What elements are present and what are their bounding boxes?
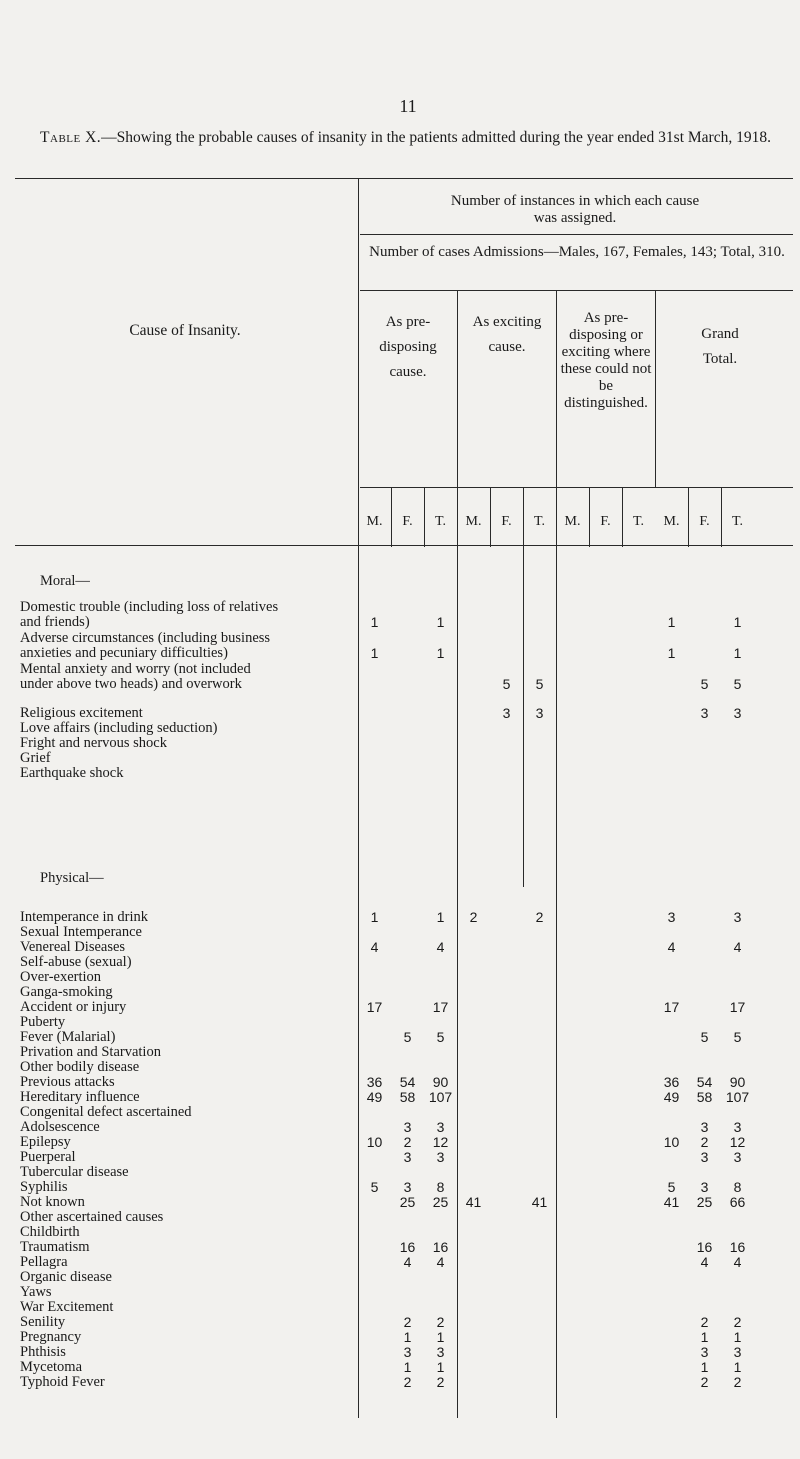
cell-total-t: 4 bbox=[733, 1254, 742, 1270]
cell-total-t: 1 bbox=[733, 1329, 742, 1345]
cell-total-m: 3 bbox=[667, 909, 676, 925]
cause-label: Intemperance in drink bbox=[20, 909, 149, 925]
cell-predisposing-m: 5 bbox=[370, 1179, 379, 1195]
group-header-undistinguished: As pre-disposing or exciting where these could not be distinguished. bbox=[560, 310, 652, 411]
cell-predisposing-f: 2 bbox=[403, 1374, 412, 1390]
cause-label: Self-abuse (sexual) bbox=[20, 954, 132, 970]
cause-label: Grief bbox=[20, 750, 51, 766]
cell-predisposing-t: 12 bbox=[432, 1134, 449, 1150]
cell-predisposing-f: 3 bbox=[403, 1179, 412, 1195]
col-header-exciting-t: T. bbox=[533, 514, 545, 529]
cause-label: Senility bbox=[20, 1314, 66, 1330]
group-header-predisposing: As pre-disposing cause. bbox=[379, 314, 437, 380]
rule-under-top-header bbox=[360, 234, 793, 235]
cause-label: Typhoid Fever bbox=[20, 1374, 105, 1390]
cause-label: Privation and Starvation bbox=[20, 1044, 161, 1060]
cause-label: Puberty bbox=[20, 1014, 66, 1030]
cell-total-m: 1 bbox=[667, 645, 676, 661]
cell-total-m: 17 bbox=[663, 999, 680, 1015]
cell-total-f: 3 bbox=[700, 1344, 709, 1360]
rule-group-2 bbox=[457, 290, 458, 1418]
cell-total-t: 3 bbox=[733, 1344, 742, 1360]
cell-exciting-t: 5 bbox=[535, 676, 544, 692]
rule-under-admissions bbox=[360, 290, 793, 291]
cell-predisposing-t: 107 bbox=[428, 1089, 453, 1105]
cell-total-f: 5 bbox=[700, 1029, 709, 1045]
header-number-of-instances: Number of instances in which each cause was assigned. bbox=[450, 193, 700, 226]
cell-total-t: 1 bbox=[733, 645, 742, 661]
cell-total-t: 8 bbox=[733, 1179, 742, 1195]
cause-label: Over-exertion bbox=[20, 969, 102, 985]
col-header-undist-f: F. bbox=[600, 514, 611, 529]
cell-predisposing-t: 8 bbox=[436, 1179, 445, 1195]
cause-label: Congenital defect ascertained bbox=[20, 1104, 192, 1120]
col-header-exciting-f: F. bbox=[501, 514, 512, 529]
cell-predisposing-f: 3 bbox=[403, 1149, 412, 1165]
cause-label: Other bodily disease bbox=[20, 1059, 140, 1075]
col-header-predisposing-m: M. bbox=[366, 514, 383, 529]
cell-predisposing-t: 3 bbox=[436, 1344, 445, 1360]
cell-predisposing-f: 58 bbox=[399, 1089, 416, 1105]
cell-total-f: 3 bbox=[700, 705, 709, 721]
group-header-grand-total: Grand Total. bbox=[701, 326, 739, 367]
cell-total-t: 4 bbox=[733, 939, 742, 955]
cell-predisposing-m: 1 bbox=[370, 645, 379, 661]
cell-total-f: 5 bbox=[700, 676, 709, 692]
cell-predisposing-f: 1 bbox=[403, 1359, 412, 1375]
cause-label: Phthisis bbox=[20, 1344, 66, 1360]
cause-label: Traumatism bbox=[20, 1239, 90, 1255]
cell-predisposing-f: 5 bbox=[403, 1029, 412, 1045]
cell-predisposing-f: 25 bbox=[399, 1194, 416, 1210]
cell-total-f: 2 bbox=[700, 1134, 709, 1150]
cell-predisposing-f: 3 bbox=[403, 1119, 412, 1135]
section-moral: Moral— bbox=[40, 573, 90, 589]
cell-exciting-m: 2 bbox=[469, 909, 478, 925]
cell-predisposing-m: 1 bbox=[370, 909, 379, 925]
cause-label: Fright and nervous shock bbox=[20, 735, 167, 751]
cell-total-t: 90 bbox=[729, 1074, 746, 1090]
cause-label: Puerperal bbox=[20, 1149, 76, 1165]
cell-predisposing-m: 1 bbox=[370, 614, 379, 630]
cause-label: Venereal Diseases bbox=[20, 939, 126, 955]
cell-exciting-m: 41 bbox=[465, 1194, 482, 1210]
cell-predisposing-m: 4 bbox=[370, 939, 379, 955]
cause-label: Childbirth bbox=[20, 1224, 80, 1240]
cell-total-t: 3 bbox=[733, 1149, 742, 1165]
cell-total-t: 5 bbox=[733, 1029, 742, 1045]
cell-predisposing-t: 90 bbox=[432, 1074, 449, 1090]
col-header-total-t: T. bbox=[731, 514, 743, 529]
cell-total-t: 3 bbox=[733, 1119, 742, 1135]
col-header-total-m: M. bbox=[663, 514, 680, 529]
cell-predisposing-t: 1 bbox=[436, 645, 445, 661]
cause-column-header: Cause of Insanity. bbox=[129, 322, 241, 339]
cell-total-f: 16 bbox=[696, 1239, 713, 1255]
cell-predisposing-t: 5 bbox=[436, 1029, 445, 1045]
cause-label: Previous attacks bbox=[20, 1074, 115, 1090]
col-header-undist-m: M. bbox=[564, 514, 581, 529]
cause-label: Other ascertained causes bbox=[20, 1209, 164, 1225]
cell-total-m: 36 bbox=[663, 1074, 680, 1090]
cell-predisposing-t: 1 bbox=[436, 614, 445, 630]
cause-label: Accident or injury bbox=[20, 999, 127, 1015]
cause-label: Pellagra bbox=[20, 1254, 68, 1270]
col-header-exciting-m: M. bbox=[465, 514, 482, 529]
cause-label: Love affairs (including seduction) bbox=[20, 720, 218, 736]
cell-total-m: 1 bbox=[667, 614, 676, 630]
cell-predisposing-f: 2 bbox=[403, 1314, 412, 1330]
cell-predisposing-t: 2 bbox=[436, 1374, 445, 1390]
cause-label: Earthquake shock bbox=[20, 765, 124, 781]
cell-total-t: 3 bbox=[733, 705, 742, 721]
col-header-undist-t: T. bbox=[632, 514, 644, 529]
cause-label: Tubercular disease bbox=[20, 1164, 129, 1180]
cause-label: Sexual Intemperance bbox=[20, 924, 142, 940]
cell-exciting-f: 3 bbox=[502, 705, 511, 721]
cell-predisposing-t: 4 bbox=[436, 1254, 445, 1270]
cell-total-f: 1 bbox=[700, 1329, 709, 1345]
cause-label: Hereditary influence bbox=[20, 1089, 140, 1105]
cause-label: Syphilis bbox=[20, 1179, 68, 1195]
cause-label: Yaws bbox=[20, 1284, 52, 1300]
cause-label: Not known bbox=[20, 1194, 85, 1210]
cell-total-m: 10 bbox=[663, 1134, 680, 1150]
cell-predisposing-f: 16 bbox=[399, 1239, 416, 1255]
rule-group-3 bbox=[556, 290, 557, 1418]
cell-total-t: 2 bbox=[733, 1314, 742, 1330]
cell-total-t: 1 bbox=[733, 1359, 742, 1375]
cell-predisposing-m: 49 bbox=[366, 1089, 383, 1105]
cell-total-f: 58 bbox=[696, 1089, 713, 1105]
cell-exciting-t: 2 bbox=[535, 909, 544, 925]
col-header-predisposing-f: F. bbox=[402, 514, 413, 529]
rule-group-4 bbox=[655, 290, 656, 487]
cell-total-m: 4 bbox=[667, 939, 676, 955]
cell-total-m: 41 bbox=[663, 1194, 680, 1210]
col-header-total-f: F. bbox=[699, 514, 710, 529]
cell-predisposing-f: 2 bbox=[403, 1134, 412, 1150]
cell-total-f: 2 bbox=[700, 1314, 709, 1330]
cause-label: anxieties and pecuniary difficulties) bbox=[20, 645, 228, 661]
table-label: Table X. bbox=[40, 129, 102, 146]
cell-total-t: 1 bbox=[733, 614, 742, 630]
cell-total-f: 4 bbox=[700, 1254, 709, 1270]
cell-predisposing-t: 3 bbox=[436, 1149, 445, 1165]
cause-label: and friends) bbox=[20, 614, 90, 630]
page-number: 11 bbox=[399, 96, 417, 116]
cause-label: Adolsescence bbox=[20, 1119, 100, 1135]
cause-label: Mycetoma bbox=[20, 1359, 83, 1375]
cell-total-t: 66 bbox=[729, 1194, 746, 1210]
cell-predisposing-t: 17 bbox=[432, 999, 449, 1015]
cell-predisposing-t: 1 bbox=[436, 909, 445, 925]
cell-total-t: 3 bbox=[733, 909, 742, 925]
cell-predisposing-t: 4 bbox=[436, 939, 445, 955]
cell-predisposing-m: 17 bbox=[366, 999, 383, 1015]
cause-label: under above two heads) and overwork bbox=[20, 676, 242, 692]
group-header-exciting: As exciting cause. bbox=[472, 314, 542, 355]
cell-total-t: 17 bbox=[729, 999, 746, 1015]
cause-label: Domestic trouble (including loss of relatives bbox=[20, 599, 279, 615]
cell-total-t: 12 bbox=[729, 1134, 746, 1150]
cell-exciting-f: 5 bbox=[502, 676, 511, 692]
cause-label: Pregnancy bbox=[20, 1329, 82, 1345]
cell-predisposing-t: 1 bbox=[436, 1359, 445, 1375]
cause-label: Religious excitement bbox=[20, 705, 143, 721]
cell-total-f: 2 bbox=[700, 1374, 709, 1390]
cell-total-t: 2 bbox=[733, 1374, 742, 1390]
cell-total-f: 25 bbox=[696, 1194, 713, 1210]
cell-total-f: 3 bbox=[700, 1179, 709, 1195]
cell-predisposing-t: 2 bbox=[436, 1314, 445, 1330]
header-admissions: Number of cases Admissions—Males, 167, Females, 143; Total, 310. bbox=[369, 244, 785, 260]
section-physical: Physical— bbox=[40, 870, 104, 886]
cause-label: Epilepsy bbox=[20, 1134, 71, 1150]
cause-label: Adverse circumstances (including business bbox=[20, 630, 271, 646]
cell-total-f: 3 bbox=[700, 1149, 709, 1165]
cell-total-m: 5 bbox=[667, 1179, 676, 1195]
cause-label: Organic disease bbox=[20, 1269, 112, 1285]
col-header-predisposing-t: T. bbox=[434, 514, 446, 529]
cell-predisposing-t: 25 bbox=[432, 1194, 449, 1210]
cell-total-f: 1 bbox=[700, 1359, 709, 1375]
cause-label: Mental anxiety and worry (not included bbox=[20, 661, 251, 677]
cause-label: Ganga-smoking bbox=[20, 984, 113, 1000]
cause-label: Fever (Malarial) bbox=[20, 1029, 116, 1045]
cell-exciting-t: 3 bbox=[535, 705, 544, 721]
cause-label: War Excitement bbox=[20, 1299, 114, 1315]
cell-predisposing-f: 4 bbox=[403, 1254, 412, 1270]
cell-predisposing-t: 16 bbox=[432, 1239, 449, 1255]
cell-total-t: 16 bbox=[729, 1239, 746, 1255]
cell-total-f: 54 bbox=[696, 1074, 713, 1090]
cell-predisposing-m: 36 bbox=[366, 1074, 383, 1090]
rule-top bbox=[15, 178, 793, 179]
table-caption: —Showing the probable causes of insanity in the patients admitted during the year ended 31st March, 1918. bbox=[101, 129, 771, 146]
cell-total-f: 3 bbox=[700, 1119, 709, 1135]
cell-total-m: 49 bbox=[663, 1089, 680, 1105]
cell-predisposing-t: 3 bbox=[436, 1119, 445, 1135]
cell-exciting-t: 41 bbox=[531, 1194, 548, 1210]
cell-predisposing-f: 3 bbox=[403, 1344, 412, 1360]
cell-total-t: 107 bbox=[725, 1089, 750, 1105]
cell-predisposing-f: 1 bbox=[403, 1329, 412, 1345]
cell-predisposing-f: 54 bbox=[399, 1074, 416, 1090]
rule-under-subcols bbox=[15, 545, 793, 546]
cell-total-t: 5 bbox=[733, 676, 742, 692]
cell-predisposing-m: 10 bbox=[366, 1134, 383, 1150]
rule-cause-divider bbox=[358, 178, 359, 1418]
cell-predisposing-t: 1 bbox=[436, 1329, 445, 1345]
